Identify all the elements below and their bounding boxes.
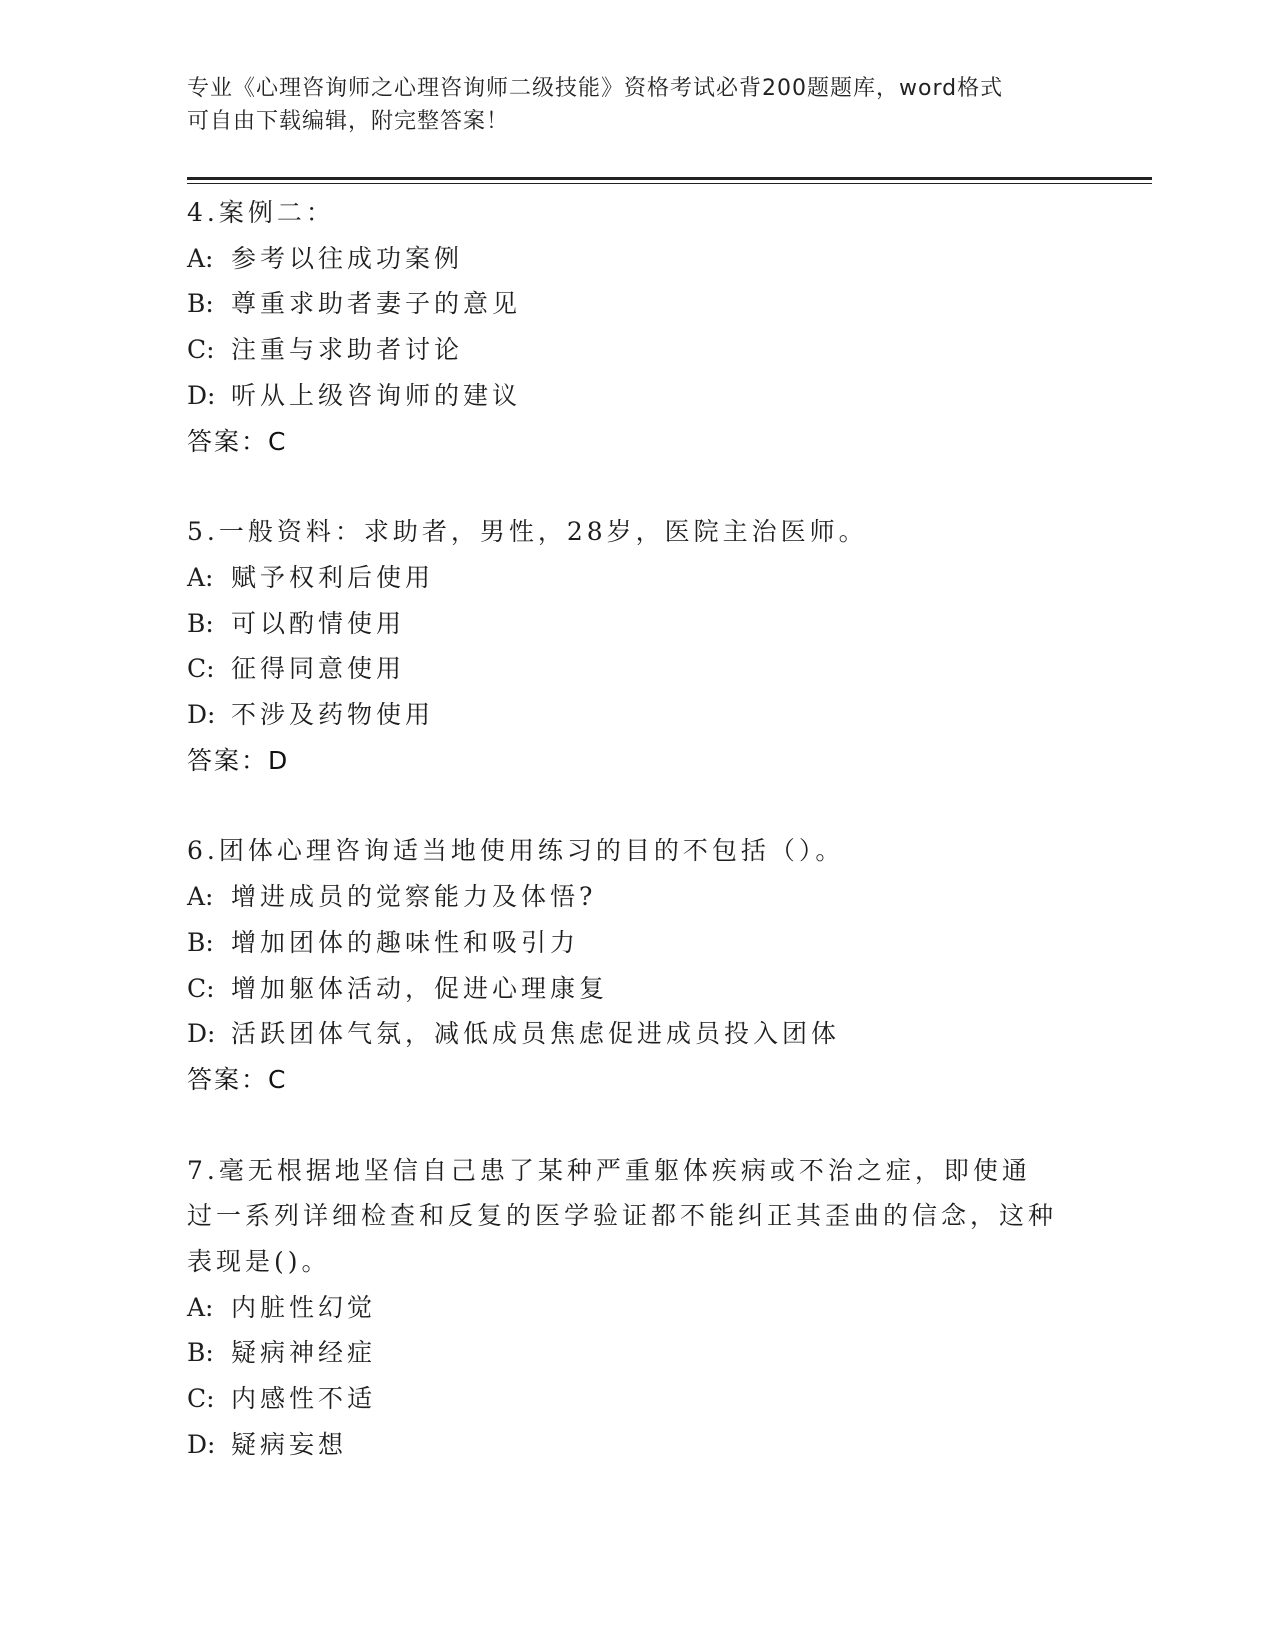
option-a [187, 1285, 1087, 1331]
option-text: 活跃团体气氛，减低成员焦虑促进成员投入团体 [231, 1019, 841, 1049]
option-letter: A: [187, 1292, 214, 1322]
option-text: 征得同意使用 [231, 654, 406, 684]
question-5 [187, 509, 1087, 783]
option-letter: A: [187, 243, 214, 273]
question-stem: 6.团体心理咨询适当地使用练习的目的不包括（）。 [187, 836, 845, 866]
option-letter: D: [187, 1429, 216, 1459]
option-text: 内感性不适 [231, 1384, 377, 1414]
header-line-1: 专业《心理咨询师之心理咨询师二级技能》资格考试必背200题题库，word格式 [187, 76, 1004, 101]
answer-line: 答案：D [187, 745, 290, 775]
option-text: 赋予权利后使用 [231, 562, 435, 592]
option-d [187, 373, 1087, 419]
option-text: 增进成员的觉察能力及体悟? [231, 882, 597, 912]
question-stem: 4.案例二： [187, 198, 335, 227]
question-spacer [187, 783, 1087, 828]
option-d [187, 1422, 1087, 1468]
option-c [187, 327, 1087, 373]
option-b [187, 601, 1087, 647]
option-letter: A: [187, 882, 214, 912]
option-b [187, 1330, 1087, 1376]
document-header [187, 72, 1067, 138]
question-stem: 5.一般资料：求助者，男性，28岁，医院主治医师。 [187, 517, 868, 547]
option-letter: C: [187, 335, 215, 365]
option-letter: B: [187, 1338, 214, 1368]
option-text: 不涉及药物使用 [231, 700, 435, 730]
option-text: 内脏性幻觉 [231, 1292, 377, 1322]
answer-line: 答案：C [187, 1064, 288, 1094]
header-rule-thin [187, 183, 1152, 184]
option-letter: C: [187, 973, 215, 1003]
header-rule-thick [187, 177, 1152, 180]
option-text: 参考以往成功案例 [231, 243, 464, 273]
option-letter: A: [187, 562, 214, 592]
option-letter: D: [187, 1019, 216, 1049]
answer-line: 答案：C [187, 426, 288, 456]
option-text: 听从上级咨询师的建议 [231, 380, 522, 410]
option-d [187, 1011, 1087, 1057]
question-list [187, 190, 1087, 1468]
option-text: 疑病妄想 [231, 1429, 348, 1459]
option-c [187, 646, 1087, 692]
question-stem: 7.毫无根据地坚信自己患了某种严重躯体疾病或不治之症，即使通过一系列详细检查和反复的医学验证都不能纠正其歪曲的信念，这种表现是()。 [187, 1155, 1058, 1277]
question-spacer [187, 464, 1087, 509]
option-text: 疑病神经症 [231, 1338, 377, 1368]
option-text: 增加团体的趣味性和吸引力 [231, 927, 580, 957]
option-letter: B: [187, 289, 214, 319]
option-a [187, 874, 1087, 920]
option-text: 尊重求助者妻子的意见 [231, 289, 522, 319]
option-text: 注重与求助者讨论 [231, 335, 464, 365]
option-letter: C: [187, 654, 215, 684]
option-letter: B: [187, 608, 214, 638]
option-c [187, 1376, 1087, 1422]
question-6 [187, 828, 1087, 1102]
option-c [187, 966, 1087, 1012]
option-d [187, 692, 1087, 738]
option-letter: D: [187, 380, 216, 410]
option-b [187, 920, 1087, 966]
header-line-2: 可自由下载编辑，附完整答案！ [187, 109, 510, 134]
option-letter: B: [187, 927, 214, 957]
option-a [187, 236, 1087, 282]
option-b [187, 281, 1087, 327]
option-letter: C: [187, 1384, 215, 1414]
option-text: 可以酌情使用 [231, 608, 406, 638]
question-spacer [187, 1103, 1087, 1148]
option-a [187, 555, 1087, 601]
option-letter: D: [187, 700, 216, 730]
question-7 [187, 1148, 1087, 1468]
option-text: 增加躯体活动，促进心理康复 [231, 973, 609, 1003]
question-4 [187, 190, 1087, 464]
